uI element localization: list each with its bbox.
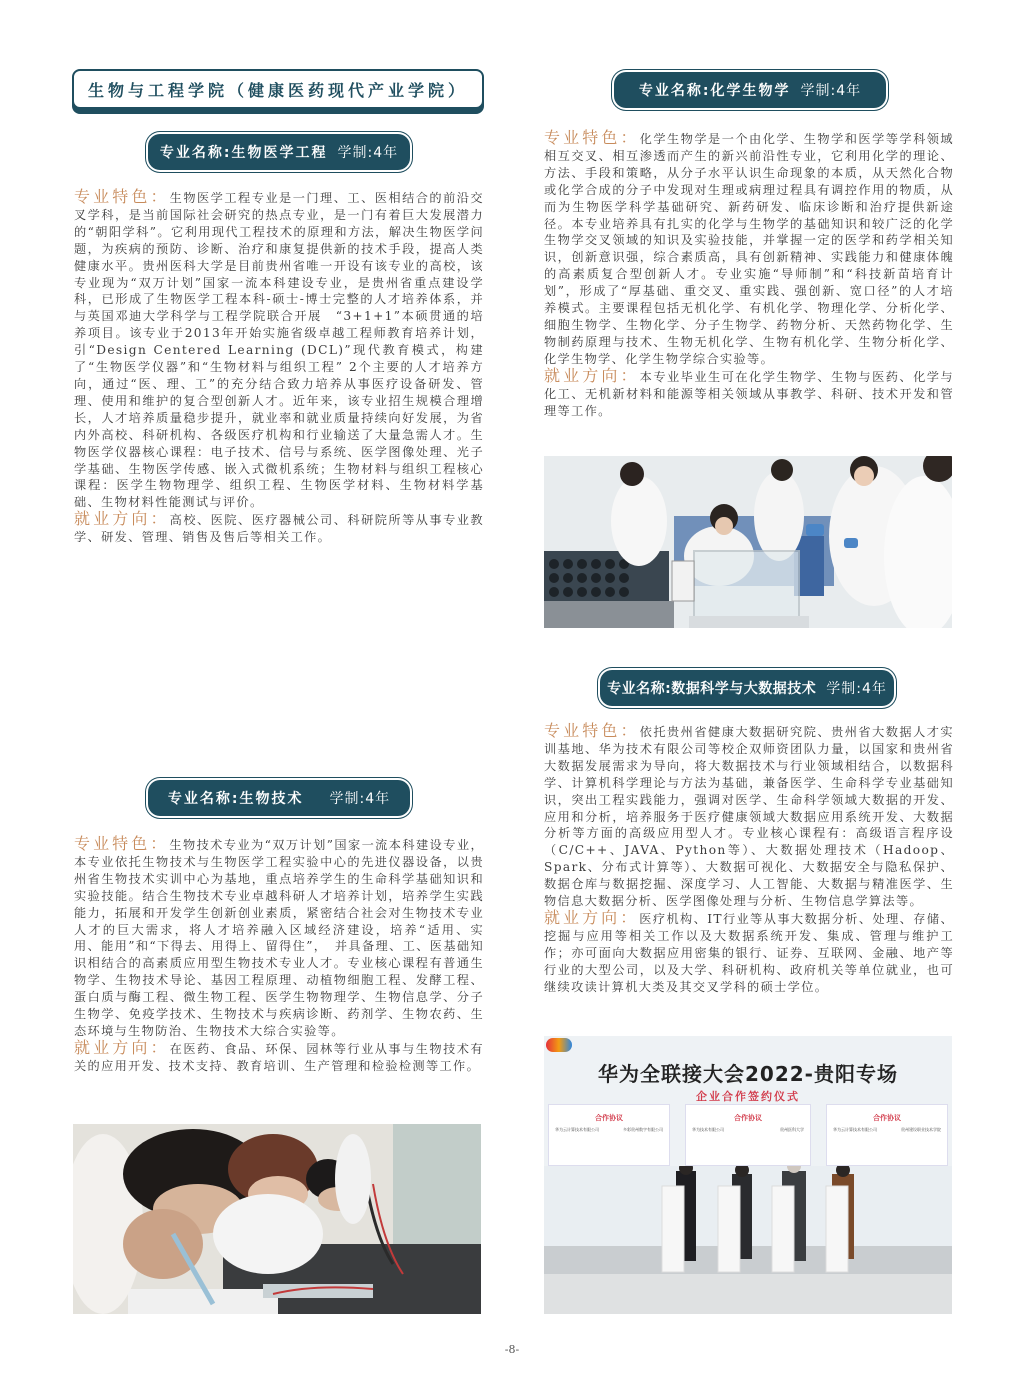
agreement-party-left: 华为云计算技术有限公司 <box>833 1127 877 1132</box>
agreement-party-left: 华为云计算技术有限公司 <box>555 1127 599 1132</box>
features-label: 专业特色： <box>544 128 640 147</box>
features-label: 专业特色： <box>74 834 170 853</box>
major-description-biomedical-engineering <box>74 189 484 546</box>
event-subtitle: 企业合作签约仪式 <box>696 1090 800 1103</box>
features-label: 专业特色： <box>544 721 640 740</box>
page-number: -8- <box>504 1343 520 1356</box>
features-text: 依托贵州省健康大数据研究院、贵州省大数据人才实训基地、华为技术有限公司等校企双师资团队力量，以国家和贵州省大数据发展需求为导向，将大数据技术与行业领域相结合，以数据科学、计算机科学理论与方法为基础，兼备医学、生命科学专业基础知识，突出工程实践能力，强调对医学、生命科学领域大数据的开发、应用和分析，培养服务于医疗健康领域大数据应用系统开发、大数据分析等方面的高级应用型人才。专业核心课程有：高级语言程序设（C/C++、JAVA、Python等）、大数据处理技术（Hadoop、Spark、分布式计算等）、大数据可视化、大数据安全与隐私保护、数据仓库与数据挖掘、深度学习、人工智能、大数据与精准医学、生物信息大数据分析、医学图像处理与分析、生物信息学算法等。 <box>544 725 954 909</box>
agreement-party-right: 贵州医科大学 <box>780 1127 804 1132</box>
agreement-board <box>548 1104 670 1166</box>
major-description-chemical-biology <box>544 130 954 419</box>
features-text: 生物医学工程专业是一门理、工、医相结合的前沿交叉学科，是当前国际社会研究的热点专业，是一门有着巨大发展潜力的“朝阳学科”。它利用现代工程技术的原理和方法，解决生物医学问题，为疾病的预防、诊断、治疗和康复提供新的技术手段，提高人类健康水平。贵州医科大学是目前贵州省唯一开设有该专业的高校，该专业现为“双万计划”国家一流本科建设专业，是贵州省重点建设学科，已形成了生物医学工程本科-硕士-博士完整的人才培养体系，并与英国邓迪大学科学与工程学院联合开展 “3+1+1”本硕贯通的培养项目。该专业于2013年开始实施省级卓越工程师教育培养计划，引“Design Centered Learning (DCL)”现代教育模式，构建了“生物医学仪器”和“生物材料与组织工程” 2个主要的人才培养方向，通过“医、理、工”的充分结合致力培养从事医疗设备研发、管理、使用和维护的复合型创新人才。近年来，该专业招生规模合理增长，人才培养质量稳步提升，就业率和就业质量持续向好发展，为省内外高校、科研机构、各级医疗机构和行业输送了大量急需人才。生物医学仪器核心课程：电子技术、信号与系统、医学图像处理、光子学基础、生物医学传感、嵌入式微机系统；生物材料与组织工程核心课程：医学生物物理学、组织工程、生物医学材料、生物材料学基础、生物材料性能测试与评价。 <box>74 191 484 510</box>
agreement-title: 合作协议 <box>734 1114 762 1122</box>
career-label: 就业方向： <box>544 907 640 927</box>
features-text: 化学生物学是一个由化学、生物学和医学等学科领域相互交叉、相互渗透而产生的新兴前沿性专业，它利用化学的理论、方法、手段和策略，从分子水平认识生命现象的本质，从天然化合物或化学合成的分子中发现对生理或病理过程具有调控作用的物质，从而为生物医学科学基础研究、新药研发、临床诊断和治疗提供新途径。本专业培养具有扎实的化学与生物学的基础知识和较广泛的化学生物学交叉领域的知识及实验技能，并掌握一定的医学和药学相关知识，创新意识强，综合素质高，具有创新精神、实践能力和健康体魄的高素质复合型创新人才。专业实施“导师制”和“科技新苗培育计划”，形成了“厚基础、重交叉、重实践、强创新、宽口径”的人才培养模式。主要课程包括无机化学、有机化学、物理化学、分析化学、细胞生物学、生物化学、分子生物学、药物分析、天然药物化学、生物制药原理与技术、生物无机化学、生物有机化学、生物分析化学、化学生物学、化学生物学综合实验等。 <box>544 132 954 366</box>
agreement-boards <box>544 1104 952 1166</box>
major-badge-biomedical-engineering <box>148 134 410 170</box>
agreement-title: 合作协议 <box>873 1114 901 1122</box>
biotech-lab-illustration <box>73 1124 481 1314</box>
agreement-party-left: 华为技术有限公司 <box>692 1127 724 1132</box>
features-text: 生物技术专业为“双万计划”国家一流本科建设专业，本专业依托生物技术与生物医学工程实验中心的先进仪器设备，以贵州省生物技术实训中心为基地，重点培养学生的生命科学基础知识和实验技能。结合生物技术专业卓越科研人才培养计划，培养学生实践能力，拓展和开发学生创新创业素质，紧密结合社会对生物技术专业人才的巨大需求，将人才培养融入区域经济建设，培养“适用、实用、能用”和“下得去、用得上、留得住”， 并具备理、工、医基础知识相结合的高素质应用型生物技术专业人才。专业核心课程有普通生物学、生物技术导论、基因工程原理、动植物细胞工程、发酵工程、蛋白质与酶工程、微生物工程、医学生物物理学、生物信息学、分子生物学、免疫学技术、生物技术与疾病诊断、药剂学、生物农药、生态环境与生物防治、生物技术大综合实验等。 <box>74 838 484 1038</box>
major-years: 学制:4年 <box>329 791 391 807</box>
career-label: 就业方向： <box>74 1037 170 1057</box>
career-text: 本专业毕业生可在化学生物学、生物与医药、化学与化工、无机新材料和能源等相关领域从事教学、科研、技术开发和管理等工作。 <box>544 369 954 418</box>
career-label: 就业方向： <box>544 365 640 385</box>
agreement-party-right: 贵州建设职业技术学院 <box>901 1127 941 1132</box>
major-years: 学制:4年 <box>826 681 887 697</box>
signing-ceremony-illustration <box>544 1166 952 1314</box>
major-description-data-science <box>544 723 954 996</box>
agreement-title: 合作协议 <box>595 1114 623 1122</box>
features-label: 专业特色： <box>74 187 170 206</box>
event-title: 华为全联接大会2022-贵阳专场 <box>598 1062 898 1086</box>
career-text: 在医药、食品、环保、园林等行业从事与生物技术有关的应用开发、技术支持、教育培训、生产管理和检验检测等工作。 <box>74 1041 484 1073</box>
major-years: 学制:4年 <box>337 145 399 161</box>
huawei-event-photo <box>544 1036 952 1314</box>
chemistry-lab-photo <box>544 456 952 628</box>
college-title: 生物与工程学院（健康医药现代产业学院） <box>72 69 484 109</box>
major-badge-chemical-biology <box>614 72 886 108</box>
major-name: 专业名称:化学生物学 <box>638 83 791 99</box>
chemistry-lab-illustration <box>544 456 952 628</box>
major-name: 专业名称:生物医学工程 <box>159 145 328 161</box>
major-badge-data-science <box>600 670 894 706</box>
agreement-party-right: 多彩贵州数字有限公司 <box>623 1127 663 1132</box>
agreement-board <box>826 1104 948 1166</box>
career-label: 就业方向： <box>74 509 170 529</box>
huawei-connect-logo-icon <box>546 1038 572 1052</box>
major-name: 专业名称:生物技术 <box>167 791 304 807</box>
career-text: 高校、医院、医疗器械公司、科研院所等从事专业教学、研发、管理、销售及售后等相关工作。 <box>74 513 484 545</box>
major-years: 学制:4年 <box>800 83 862 99</box>
career-text: 医疗机构、IT行业等从事大数据分析、处理、存储、挖掘与应用等相关工作以及大数据系统开发、集成、管理与维护工作；亦可面向大数据应用密集的银行、证券、互联网、金融、地产等行业的大型公司，以及大学、科研机构、政府机关等单位就业，也可继续攻读计算机大类及其交叉学科的硕士学位。 <box>544 911 954 994</box>
major-name: 专业名称:数据科学与大数据技术 <box>607 681 817 697</box>
biotech-lab-photo <box>73 1124 481 1314</box>
major-description-biotechnology <box>74 836 484 1075</box>
agreement-board <box>685 1104 811 1166</box>
major-badge-biotechnology <box>148 780 410 816</box>
